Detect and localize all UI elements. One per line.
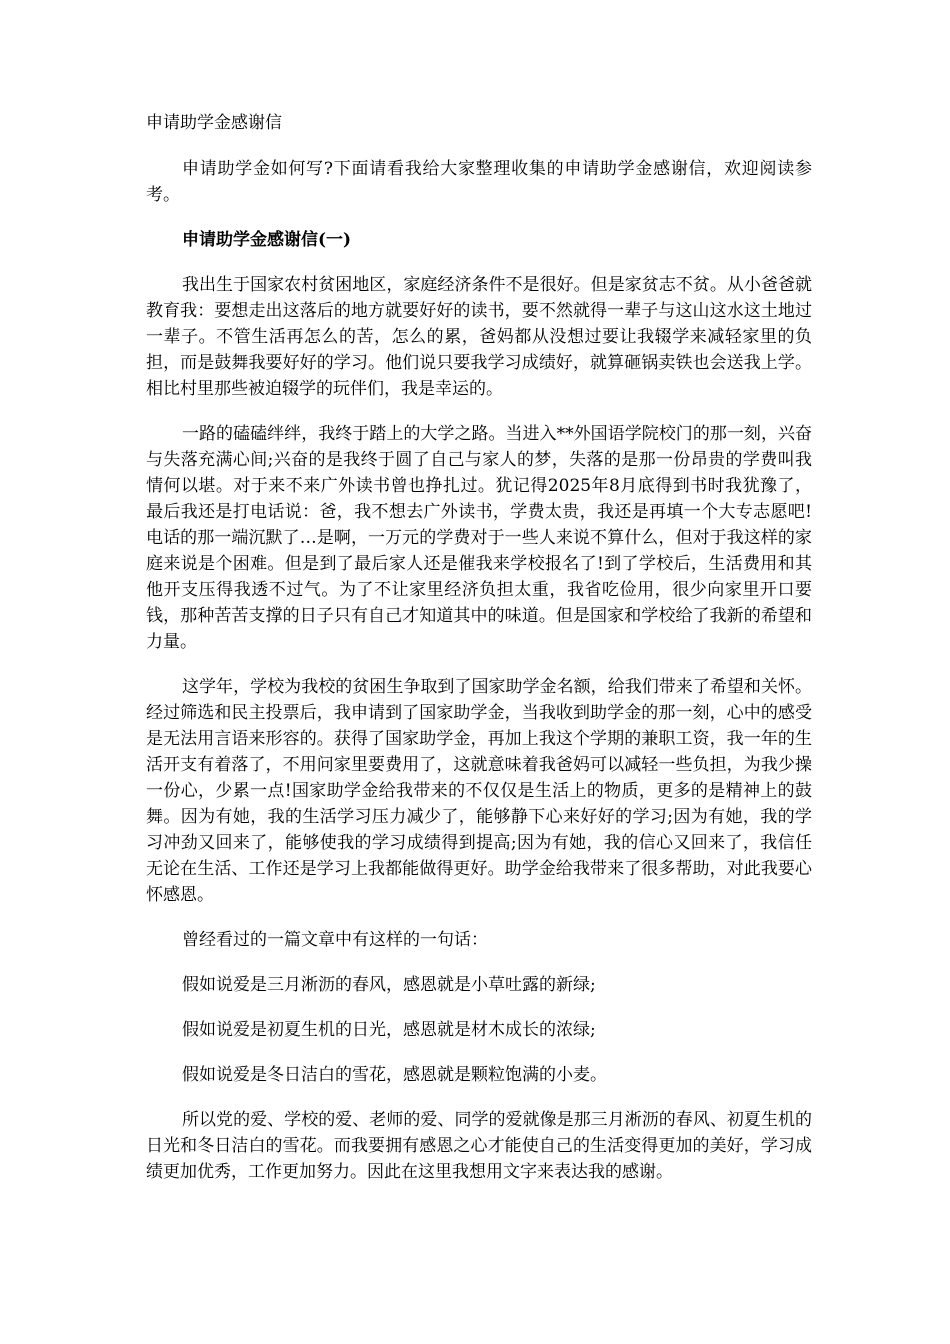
document-page: [146, 110, 812, 1204]
section-heading: 申请助学金感谢信(一): [182, 230, 352, 250]
intro-paragraph: 申请助学金如何写?下面请看我给大家整理收集的申请助学金感谢信，欢迎阅读参考。: [146, 159, 812, 205]
body-paragraph-1: 我出生于国家农村贫困地区，家庭经济条件不是很好。但是家贫志不贫。从小爸爸就教育我：要想走出这落后的地方就要好好的读书，要不然就得一辈子与这山这水这土地过一辈子。不管生活再怎么的苦，怎么的累，爸妈都从没想过要让我辍学来减轻家里的负担，而是鼓舞我要好好的学习。他们说只要我学习成绩好，就算砸锅卖铁也会送我上学。相比村里那些被迫辍学的玩伴们，我是幸运的。: [146, 275, 812, 399]
quote-line-3: 假如说爱是冬日洁白的雪花，感恩就是颗粒饱满的小麦。: [182, 1065, 607, 1085]
body-paragraph-2: 一路的磕磕绊绊，我终于踏上的大学之路。当进入**外国语学院校门的那一刻，兴奋与失落充满心间;兴奋的是我终于圆了自己与家人的梦，失落的是那一份昂贵的学费叫我情何以堪。对于来不来广外读书曾也挣扎过。犹记得2025年8月底得到书时我犹豫了，最后我还是打电话说：爸，我不想去广外读书，学费太贵，我还是再填一个大专志愿吧!电话的那一端沉默了…是啊，一万元的学费对于一些人来说不算什么，但对于我这样的家庭来说是个困难。但是到了最后家人还是催我来学校报名了!到了学校后，生活费用和其他开支压得我透不过气。为了不让家里经济负担太重，我省吃俭用，很少向家里开口要钱，那种苦苦支撑的日子只有自己才知道其中的味道。但是国家和学校给了我新的希望和力量。: [146, 424, 812, 652]
quote-line-1: 假如说爱是三月淅沥的春风，感恩就是小草吐露的新绿;: [182, 975, 596, 995]
closing-paragraph: 所以党的爱、学校的爱、老师的爱、同学的爱就像是那三月淅沥的春风、初夏生机的日光和冬日洁白的雪花。而我要拥有感恩之心才能使自己的生活变得更加的美好，学习成绩更加优秀，工作更加努力。因此在这里我想用文字来表达我的感谢。: [146, 1110, 812, 1182]
document-title: 申请助学金感谢信: [146, 113, 282, 133]
quote-intro-paragraph: 曾经看过的一篇文章中有这样的一句话：: [182, 930, 488, 950]
quote-line-2: 假如说爱是初夏生机的日光，感恩就是材木成长的浓绿;: [182, 1020, 596, 1040]
body-paragraph-3: 这学年，学校为我校的贫困生争取到了国家助学金名额，给我们带来了希望和关怀。经过筛选和民主投票后，我申请到了国家助学金，当我收到助学金的那一刻，心中的感受是无法用言语来形容的。获得了国家助学金，再加上我这个学期的兼职工资，我一年的生活开支有着落了，不用问家里要费用了，这就意味着我爸妈可以减轻一些负担，为我少操一份心，少累一点!国家助学金给我带来的不仅仅是生活上的物质，更多的是精神上的鼓舞。因为有她，我的生活学习压力减少了，能够静下心来好好的学习;因为有她，我的学习冲劲又回来了，能够使我的学习成绩得到提高;因为有她，我的信心又回来了，我信任无论在生活、工作还是学习上我都能做得更好。助学金给我带来了很多帮助，对此我要心怀感恩。: [146, 677, 812, 905]
